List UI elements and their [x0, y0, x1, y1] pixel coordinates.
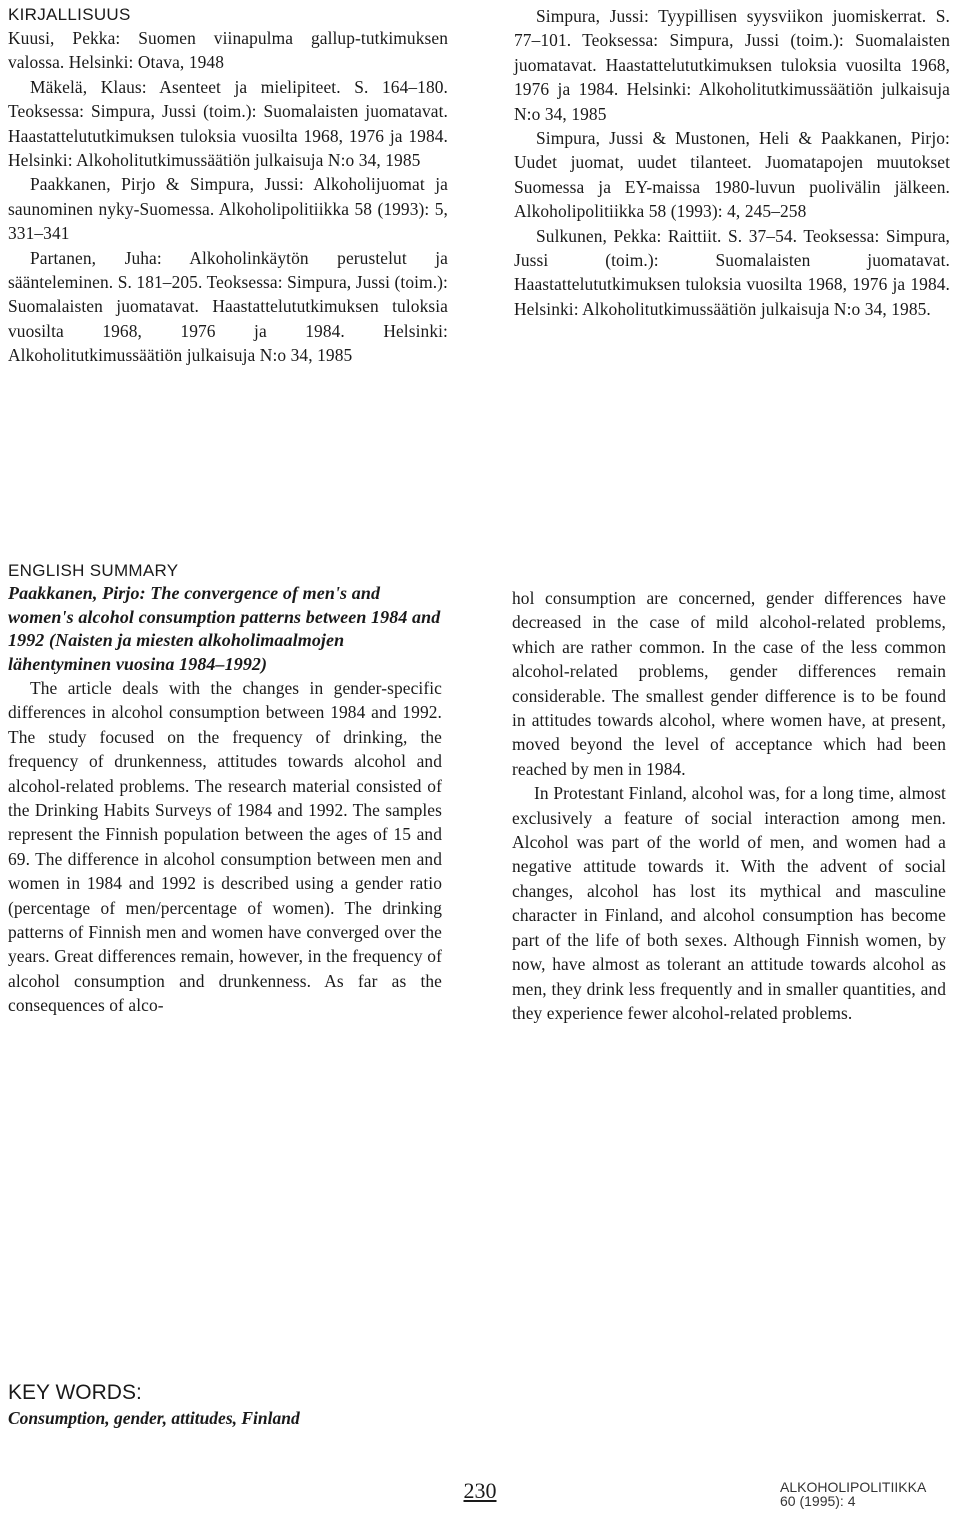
references-right-column	[514, 4, 950, 321]
reference-item: Simpura, Jussi: Tyypillisen syysviikon juomiskerrat. S. 77–101. Teoksessa: Simpura, Jussi (toim.): Suomalaisten juomatavat. Haastattelututkimuksen tuloksia vuosilta 1968, 1976 ja 1984. Helsinki: Alkoholitutkimussäätiön julkaisuja N:o 34, 1985	[514, 6, 950, 124]
journal-name: ALKOHOLIPOLITIIKKA	[780, 1479, 927, 1495]
summary-paragraph: hol consumption are concerned, gender differences have decreased in the case of mild alcohol-related problems, which are rather common. In the case of the less common alcohol-related problems, gender differences remain considerable. The smallest gender difference is to be found in attitudes towards alcohol, where women have, at present, moved beyond the level of acceptance which had been reached by men in 1984.	[512, 588, 946, 779]
keywords-text: Consumption, gender, attitudes, Finland	[8, 1408, 300, 1428]
footer-journal	[780, 1480, 950, 1508]
summary-title: Paakkanen, Pirjo: The convergence of men's and women's alcohol consumption patterns between 1984 and 1992 (Naisten ja miesten alkoholimaalmojen lähentyminen vuosina 1984–1992)	[8, 583, 441, 674]
reference-item: Simpura, Jussi & Mustonen, Heli & Paakkanen, Pirjo: Uudet juomat, uudet tilanteet. Juomatapojen muutokset Suomessa ja EY-maissa 1980-luvun puolivälin jälkeen. Alkoholipolitiikka 58 (1993): 4, 245–258	[514, 128, 950, 222]
reference-item: Partanen, Juha: Alkoholinkäytön perustelut ja säänteleminen. S. 181–205. Teoksessa: Simpura, Jussi (toim.): Suomalaisten juomatavat. Haastattelututkimuksen tuloksia vuosilta 1968, 1976 ja 1984. Helsinki: Alkoholitutkimussäätiön julkaisuja N:o 34, 1985	[8, 247, 448, 366]
reference-item: Paakkanen, Pirjo & Simpura, Jussi: Alkoholijuomat ja saunominen nyky-Suomessa. Alkoholipolitiikka 58 (1993): 5, 331–341	[8, 174, 448, 244]
references-heading: KIRJALLISUUS	[8, 5, 131, 24]
summary-right-column	[512, 586, 946, 1025]
references-left-column	[8, 4, 448, 368]
journal-issue: 60 (1995): 4	[780, 1493, 856, 1509]
summary-paragraph: In Protestant Finland, alcohol was, for a long time, almost exclusively a feature of social interaction among men. Alcohol was part of the world of men, and women had a negative attitude towards it. With the advent of social changes, alcohol has lost its mythical and masculine character in Finland, and alcohol consumption has become part of the life of both sexes. Although Finnish women, by now, have almost as tolerant an attitude towards alcohol as men, they drink less frequently and in smaller quantities, and they experience fewer alcohol-related problems.	[512, 783, 946, 1023]
reference-item: Sulkunen, Pekka: Raittiit. S. 37–54. Teoksessa: Simpura, Jussi (toim.): Suomalaisten juomatavat. Haastattelututkimuksen tuloksia vuosilta 1968, 1976 ja 1984. Helsinki: Alkoholitutkimussäätiön julkaisuja N:o 34, 1985.	[514, 225, 950, 319]
summary-heading: ENGLISH SUMMARY	[8, 561, 179, 580]
summary-paragraph: The article deals with the changes in gender-specific differences in alcohol consumption between 1984 and 1992. The study focused on the frequency of drinking, the frequency of drunkenness, attitudes towards alcohol and alcohol-related problems. The research material consisted of the Drinking Habits Surveys of 1984 and 1992. The samples represent the Finnish population between the ages of 15 and 69. The difference in alcohol consumption between men and women in 1984 and 1992 is described using a gender ratio (percentage of men/percentage of women). The drinking patterns of Finnish men and women have converged over the years. Great differences remain, however, in the frequency of alcohol consumption and drunkenness. As far as the consequences of alco-	[8, 678, 442, 1016]
keywords-block	[8, 1380, 488, 1430]
keywords-heading: KEY WORDS:	[8, 1381, 142, 1404]
reference-item: Kuusi, Pekka: Suomen viinapulma gallup-tutkimuksen valossa. Helsinki: Otava, 1948	[8, 28, 448, 73]
page-number: 230	[463, 1478, 497, 1503]
reference-item: Mäkelä, Klaus: Asenteet ja mielipiteet. S. 164–180. Teoksessa: Simpura, Jussi (toim.): Suomalaisten juomatavat. Haastattelututkimuksen tuloksia vuosilta 1968, 1976 ja 1984. Helsinki: Alkoholitutkimussäätiön julkaisuja N:o 34, 1985	[8, 76, 448, 171]
summary-left-column	[8, 560, 442, 1018]
